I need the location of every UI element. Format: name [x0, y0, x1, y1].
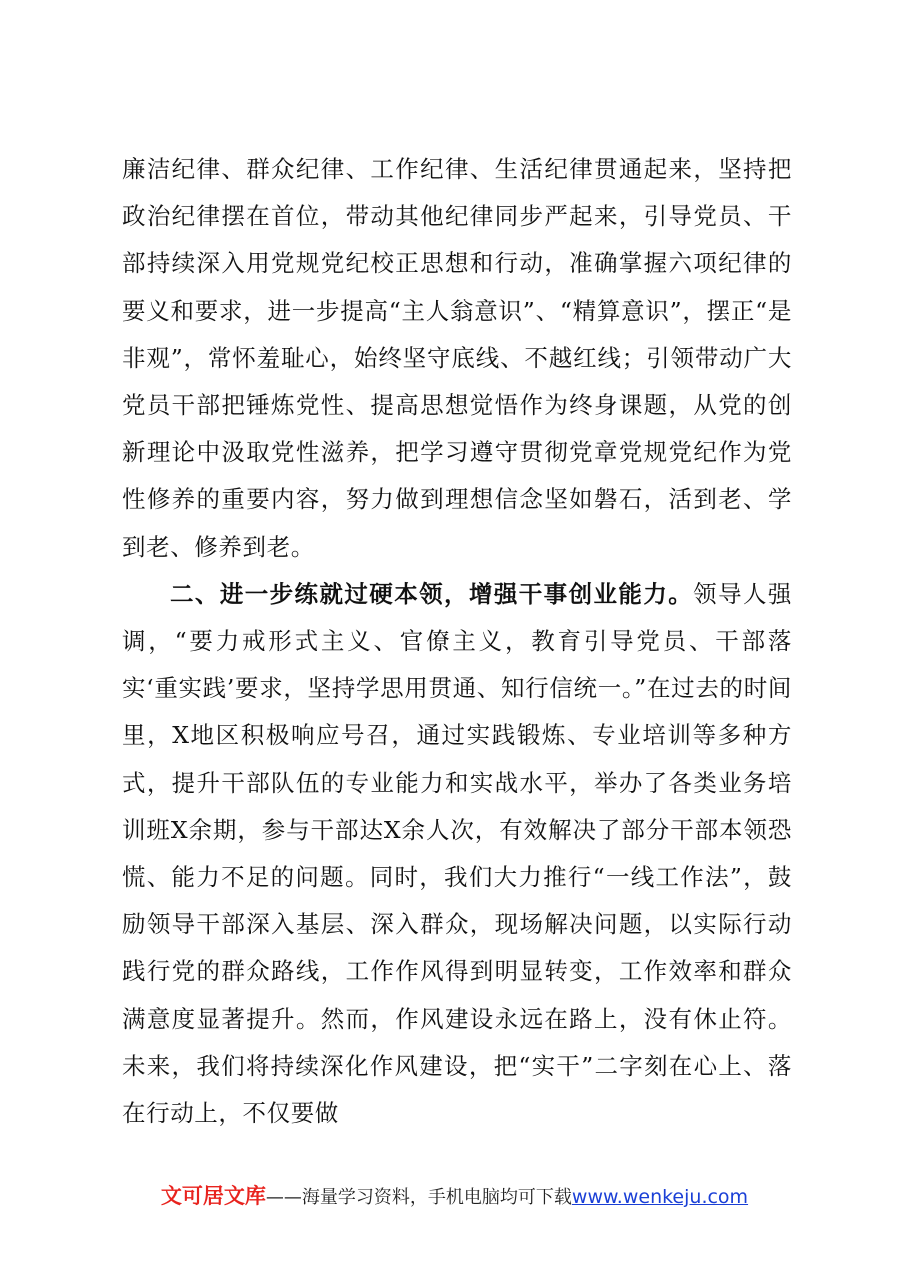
- section-heading: 二、进一步练就过硬本领，增强干事创业能力。: [170, 579, 694, 608]
- paragraph-continued: 廉洁纪律、群众纪律、工作纪律、生活纪律贯通起来，坚持把政治纪律摆在首位，带动其他纪律同步严起来，引导党员、干部持续深入用党规党纪校正思想和行动，准确掌握六项纪律的要义和要求，进一步提高“主人翁意识”、“精算意识”，摆正“是非观”，常怀羞耻心，始终坚守底线、不越红线；引领带动广大党员干部把锤炼党性、提高思想觉悟作为终身课题，从党的创新理论中汲取党性滋养，把学习遵守贯彻党章党规党纪作为党性修养的重要内容，努力做到理想信念坚如磐石，活到老、学到老、修养到老。: [122, 155, 792, 561]
- footer-slogan: ——海量学习资料，手机电脑均可下载: [265, 1187, 572, 1208]
- document-body: [122, 146, 792, 1137]
- section-body: 领导人强调，“要力戒形式主义、官僚主义，教育引导党员、干部落实‘重实践’要求，坚持学思用贯通、知行信统一。”在过去的时间里，X地区积极响应号召，通过实践锻炼、专业培训等多种方式，提升干部队伍的专业能力和实战水平，举办了各类业务培训班X余期，参与干部达X余人次，有效解决了部分干部本领恐慌、能力不足的问题。同时，我们大力推行“一线工作法”，鼓励领导干部深入基层、深入群众，现场解决问题，以实际行动践行党的群众路线，工作作风得到明显转变，工作效率和群众满意度显著提升。然而，作风建设永远在路上，没有休止符。未来，我们将持续深化作风建设，把“实干”二字刻在心上、落在行动上，不仅要做: [122, 579, 792, 1128]
- footer-brand: 文可居文库: [160, 1184, 266, 1208]
- footer-link[interactable]: www.wenkeju.com: [571, 1186, 749, 1208]
- paragraph-section-two: [122, 571, 792, 1137]
- footer-banner: [0, 1180, 909, 1210]
